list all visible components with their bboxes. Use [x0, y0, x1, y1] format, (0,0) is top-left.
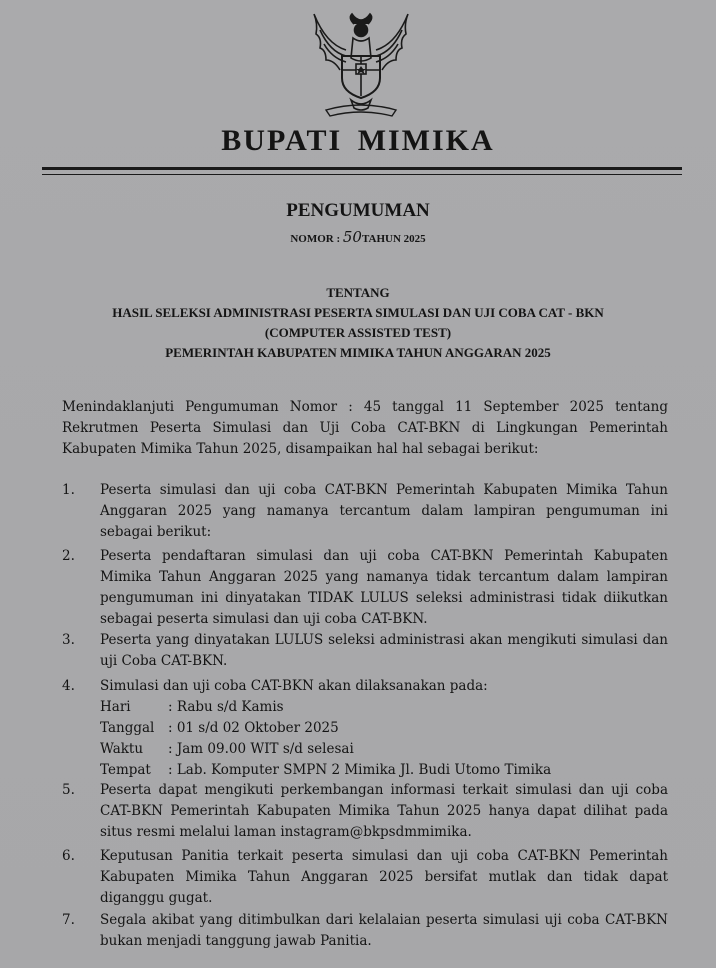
document-title: PENGUMUMAN	[286, 200, 430, 221]
handwritten-number: 50	[342, 228, 362, 246]
list-item-text: Segala akibat yang ditimbulkan dari kelalaian peserta simulasi uji coba CAT-BKN bukan menjadi tanggung jawab Panitia.	[100, 912, 668, 949]
header-rule-thin	[42, 174, 682, 175]
schedule-value: : Jam 09.00 WIT s/d selesai	[168, 741, 354, 757]
list-item-number: 3.	[62, 632, 75, 648]
list-item-number: 5.	[62, 782, 75, 798]
list-item-text: Peserta yang dinyatakan LULUS seleksi administrasi akan mengikuti simulasi dan uji Coba CAT-BKN.	[100, 632, 668, 669]
subject-line: PEMERINTAH KABUPATEN MIMIKA TAHUN ANGGARAN 2025	[165, 345, 551, 360]
garuda-emblem-icon	[306, 10, 416, 122]
list-item-body	[100, 676, 668, 781]
list-item-text: Peserta simulasi dan uji coba CAT-BKN Pemerintah Kabupaten Mimika Tahun Anggaran 2025 yang namanya tercantum dalam lampiran pengumuman ini sebagai berikut:	[100, 482, 668, 540]
subject-line: (COMPUTER ASSISTED TEST)	[264, 325, 452, 340]
subject-line: HASIL SELEKSI ADMINISTRASI PESERTA SIMULASI DAN UJI COBA CAT - BKN	[112, 305, 604, 320]
list-item-number: 7.	[62, 912, 75, 928]
list-item-number: 2.	[62, 548, 75, 564]
list-item-text: Keputusan Panitia terkait peserta simulasi dan uji coba CAT-BKN Pemerintah Kabupaten Mimika Tahun Anggaran 2025 bersifat mutlak dan tidak dapat diganggu gugat.	[100, 848, 668, 906]
schedule-label: Tempat	[100, 762, 151, 778]
schedule-label: Waktu	[100, 741, 144, 757]
list-item-number: 6.	[62, 848, 75, 864]
document-number	[0, 228, 716, 246]
list-item-number: 1.	[62, 482, 75, 498]
header-rule-thick	[42, 167, 682, 170]
schedule-label: Tanggal	[100, 720, 155, 736]
subject-block	[0, 283, 716, 363]
intro-paragraph: Menindaklanjuti Pengumuman Nomor : 45 tanggal 11 September 2025 tentang Rekrutmen Peserta Simulasi dan Uji Coba CAT-BKN di Lingkungan Pemerintah Kabupaten Mimika Tahun 2025, disampaikan hal hal sebagai berikut:	[62, 399, 668, 457]
schedule-value: : Rabu s/d Kamis	[168, 699, 284, 715]
list-item-number: 4.	[62, 678, 75, 694]
number-prefix: NOMOR :	[290, 233, 341, 245]
number-suffix: TAHUN 2025	[361, 233, 426, 245]
list-item-text: Peserta dapat mengikuti perkembangan informasi terkait simulasi dan uji coba CAT-BKN Pemerintah Kabupaten Mimika Tahun 2025 hanya dapat dilihat pada situs resmi melalui laman instagram@bkpsdmmimika.	[100, 782, 668, 840]
list-item-text: Peserta pendaftaran simulasi dan uji coba CAT-BKN Pemerintah Kabupaten Mimika Tahun Anggaran 2025 yang namanya tidak tercantum dalam lampiran pengumuman ini dinyatakan TIDAK LULUS seleksi administrasi tidak diikutkan sebagai peserta simulasi dan uji coba CAT-BKN.	[100, 548, 668, 627]
schedule-label: Hari	[100, 699, 131, 715]
schedule-table	[100, 697, 668, 781]
list-item-text: Simulasi dan uji coba CAT-BKN akan dilaksanakan pada:	[100, 678, 488, 694]
schedule-value: : Lab. Komputer SMPN 2 Mimika Jl. Budi Utomo Timika	[168, 762, 552, 778]
subject-line: TENTANG	[326, 285, 390, 300]
agency-name: BUPATI MIMIKA	[221, 124, 495, 157]
schedule-value: : 01 s/d 02 Oktober 2025	[168, 720, 339, 736]
